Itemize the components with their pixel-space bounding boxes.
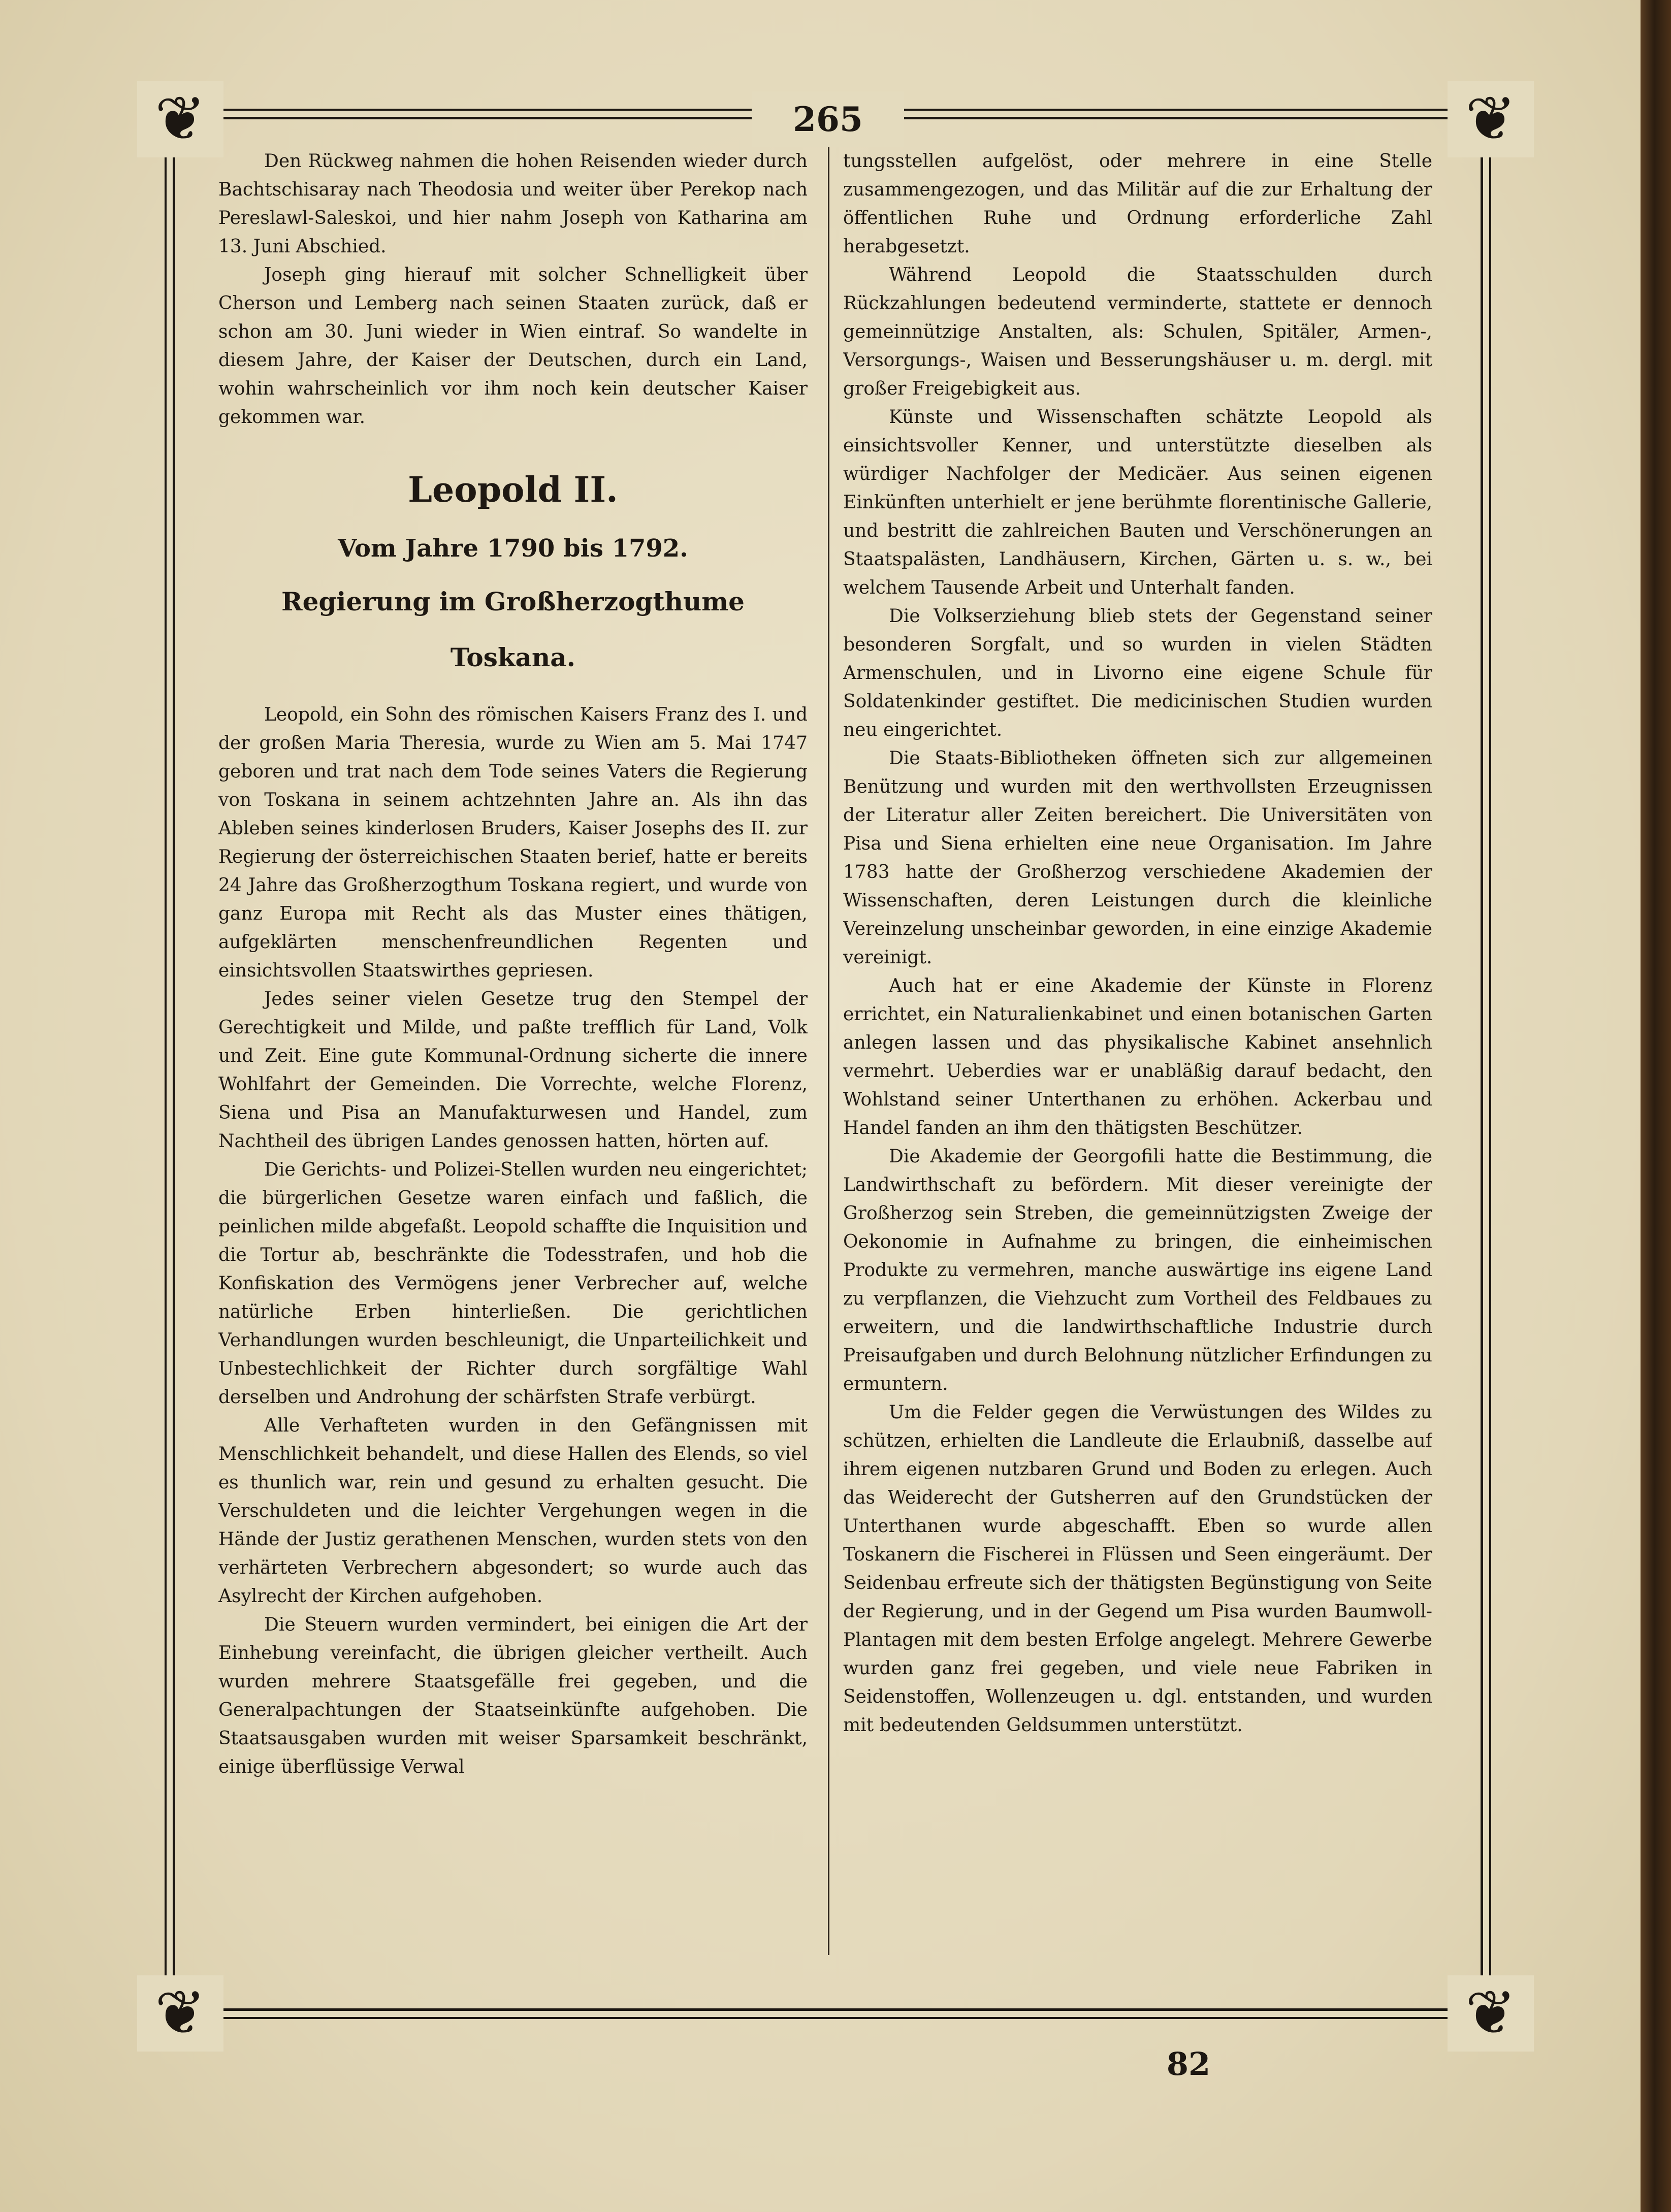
paragraph: Joseph ging hierauf mit solcher Schnelligkeit über Cherson und Lemberg nach seinen Staaten zurück, daß er schon am 30. Juni wieder in Wien eintraf. So wandelte in diesem Jahre, der Kaiser der Deutschen, durch ein Land, wohin wahrscheinlich vor ihm noch kein deutscher Kaiser gekommen war. (218, 265, 808, 428)
paragraph: Die Gerichts- und Polizei-Stellen wurden neu eingerichtet; die bürgerlichen Gesetze waren einfach und faßlich, die peinlichen milde abgefaßt. Leopold schaffte die Inquisition und die Tortur ab, beschränkte die Todesstrafen, und hob die Konfiskation des Vermögens jener Verbrecher auf, welche natürliche Erben hinterließen. Die gerichtlichen Verhandlungen wurden beschleunigt, die Unparteilichkeit und Unbestechlichkeit der Richter durch sorgfältige Wahl derselben und Androhung der schärfsten Strafe verbürgt. (218, 1159, 808, 1408)
corner-ornament-top-left: ❦ (137, 81, 223, 157)
section-heading-name: Leopold II. (408, 470, 618, 510)
paragraph: Um die Felder gegen die Verwüstungen des Wildes zu schützen, erhielten die Landleute die Erlaubniß, dasselbe auf ihrem eigenen nutzbaren Grund und Boden zu erlegen. Auch das Weiderecht der Gutsherren auf den Grundstücken der Unterthanen wurde abgeschafft. Eben so wurde allen Toskanern die Fischerei in Flüssen und Seen eingeräumt. Der Seidenbau erfreute sich der thätigsten Begünstigung von Seite der Regierung, und in der Gegend um Pisa wurden Baumwoll-Plantagen mit dem besten Erfolge angelegt. Mehrere Gewerbe wurden ganz frei gegeben, und viele neue Fabriken in Seidenstoffen, Wollenzeugen u. dgl. entstanden, und wurden mit bedeutenden Geldsummen unterstützt. (843, 1402, 1432, 1736)
signature-number: 82 (1166, 2045, 1211, 2083)
corner-ornament-bottom-left: ❦ (137, 1975, 223, 2052)
paragraph: Die Volkserziehung blieb stets der Gegenstand seiner besonderen Sorgfalt, und so wurden in vielen Städten Armenschulen, und in Livorno eine eigene Schule für Soldatenkinder gestiftet. Die medicinischen Studien wurden neu eingerichtet. (843, 606, 1432, 740)
section-heading-years: Vom Jahre 1790 bis 1792. (338, 534, 688, 563)
paragraph: Künste und Wissenschaften schätzte Leopold als einsichtsvoller Kenner, und unterstützte dieselben als würdiger Nachfolger der Medicäer. Aus seinen eigenen Einkünften unterhielt er jene berühmte florentinische Gallerie, und bestritt die zahlreichen Bauten und Verschönerungen an Staatspalästen, Landhäusern, Kirchen, Gärten u. s. w., bei welchem Tausende Arbeit und Unterhalt fanden. (843, 407, 1432, 598)
paragraph: Die Akademie der Georgofili hatte die Bestimmung, die Landwirthschaft zu befördern. Mit dieser vereinigte der Großherzog sein Streben, die gemeinnützigsten Zweige der Oekonomie in Aufnahme zu bringen, die einheimischen Produkte zu vermehren, manche auswärtige ins eigene Land zu verpflanzen, die Viehzucht zum Vortheil des Feldbaues zu erweitern, und die landwirthschaftliche Industrie durch Preisaufgaben und durch Belohnung nützlicher Erfindungen zu ermuntern. (843, 1146, 1432, 1394)
paragraph: Den Rückweg nahmen die hohen Reisenden wieder durch Bachtschisaray nach Theodosia und weiter über Perekop nach Pereslawl-Saleskoi, und hier nahm Joseph von Katharina am 13. Juni Abschied. (218, 151, 808, 257)
left-column (218, 147, 808, 1955)
right-column (843, 147, 1432, 1955)
paragraph: Während Leopold die Staatsschulden durch Rückzahlungen bedeutend verminderte, stattete er dennoch gemeinnützige Anstalten, als: Schulen, Spitäler, Armen-, Versorgungs-, Waisen und Besserungshäuser u. m. dergl. mit großer Freigebigkeit aus. (843, 265, 1432, 399)
column-divider (828, 147, 829, 1955)
corner-ornament-top-right: ❦ (1448, 81, 1534, 157)
page-number: 265 (752, 91, 904, 147)
paragraph: Die Steuern wurden vermindert, bei einigen die Art der Einhebung vereinfacht, die übrigen gleicher vertheilt. Auch wurden mehrere Staatsgefälle frei gegeben, und die Generalpachtungen der Staatseinkünfte aufgehoben. Die Staatsausgaben wurden mit weiser Sparsamkeit beschränkt, einige überflüssige Verwal (218, 1614, 808, 1777)
section-heading-reign: Regierung im Großherzogthume Toskana. (281, 587, 745, 672)
paragraph: Alle Verhafteten wurden in den Gefängnissen mit Menschlichkeit behandelt, und diese Hallen des Elends, so viel es thunlich war, rein und gesund zu erhalten gesucht. Die Verschuldeten und die leichter Vergehungen wegen in die Hände der Justiz gerathenen Menschen, wurden stets von den verhärteten Verbrechern abgesondert; so wurde auch das Asylrecht der Kirchen aufgehoben. (218, 1415, 808, 1607)
paragraph: Jedes seiner vielen Gesetze trug den Stempel der Gerechtigkeit und Milde, und paßte trefflich für Land, Volk und Zeit. Eine gute Kommunal-Ordnung sicherte die innere Wohlfahrt der Gemeinden. Die Vorrechte, welche Florenz, Siena und Pisa an Manufakturwesen und Handel, zum Nachtheil des übrigen Landes genossen hatten, hörten auf. (218, 989, 808, 1152)
paragraph: Auch hat er eine Akademie der Künste in Florenz errichtet, ein Naturalienkabinet und einen botanischen Garten anlegen lassen und das physikalische Kabinet ansehnlich vermehrt. Ueberdies war er unabläßig darauf bedacht, den Wohlstand seiner Unterthanen zu erhöhen. Ackerbau und Handel fanden an ihm den thätigsten Beschützer. (843, 975, 1432, 1138)
paragraph: Die Staats-Bibliotheken öffneten sich zur allgemeinen Benützung und wurden mit den werthvollsten Erzeugnissen der Literatur aller Zeiten bereichert. Die Universitäten von Pisa und Siena erhielten eine neue Organisation. Im Jahre 1783 hatte der Großherzog verschiedene Akademien der Wissenschaften, deren Leistungen durch die kleinliche Vereinzelung unscheinbar geworden, in eine einzige Akademie vereinigt. (843, 748, 1432, 968)
paragraph: Leopold, ein Sohn des römischen Kaisers Franz des I. und der großen Maria Theresia, wurde zu Wien am 5. Mai 1747 geboren und trat nach dem Tode seines Vaters die Regierung von Toskana in seinem achtzehnten Jahre an. Als ihn das Ableben seines kinderlosen Bruders, Kaiser Josephs des II. zur Regierung der österreichischen Staaten berief, hatte er bereits 24 Jahre das Großherzogthum Toskana regiert, und wurde von ganz Europa mit Recht als das Muster eines thätigen, aufgeklärten menschenfreundlichen Regenten und einsichtsvollen Staatswirthes gepriesen. (218, 704, 808, 981)
paragraph-continued: tungsstellen aufgelöst, oder mehrere in eine Stelle zusammengezogen, und das Militär auf die zur Erhaltung der öffentlichen Ruhe und Ordnung erforderliche Zahl herabgesetzt. (843, 151, 1432, 257)
corner-ornament-bottom-right: ❦ (1448, 1975, 1534, 2052)
book-spine-edge (1641, 0, 1671, 2212)
